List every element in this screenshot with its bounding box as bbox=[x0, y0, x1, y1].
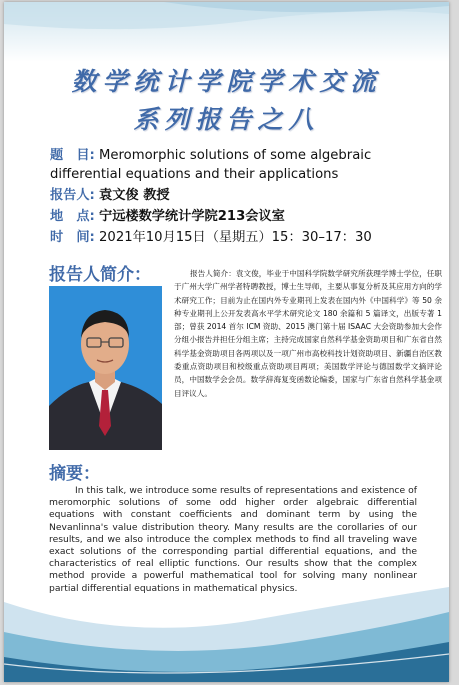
speaker-label: 报告人: bbox=[50, 188, 95, 203]
time-value: 2021年10月15日（星期五）15：30–17：30 bbox=[99, 230, 372, 245]
abstract-heading: 摘要： bbox=[49, 464, 100, 484]
speaker-portrait-image bbox=[49, 286, 162, 450]
speaker-row bbox=[50, 187, 442, 206]
topic-value: Meromorphic solutions of some algebraic differential equations and their applications bbox=[50, 148, 372, 182]
time-label: 时 间: bbox=[50, 230, 95, 245]
poster bbox=[4, 2, 449, 682]
bio-text-block bbox=[174, 267, 442, 400]
venue-label: 地 点: bbox=[50, 209, 95, 224]
speaker-value: 袁文俊 教授 bbox=[99, 188, 170, 203]
venue-value: 宁远楼数学统计学院213会议室 bbox=[99, 209, 285, 224]
abstract-block bbox=[49, 485, 417, 595]
poster-title-line1: 数学统计学院学术交流 bbox=[71, 67, 382, 96]
speaker-photo bbox=[49, 286, 162, 450]
poster-title-line2: 系列报告之八 bbox=[133, 105, 320, 134]
abstract-text: In this talk, we introduce some results of representations and existence of meromorphic solutions of some odd higher order algebraic differential equations with constant coefficients and dominant term by using the Nevanlinna's value distribution theory. Many results are the corollaries of our results, and we also introduce the complex methods to find all traveling wave exact solutions of the corresponding partial differential equations, and the characteristics of real elliptic functions. Our results show that the complex method provide a powerful mathematical tool for solving many nonlinear partial differential equations in mathematical physics. bbox=[49, 485, 417, 594]
time-row bbox=[50, 229, 442, 248]
venue-row bbox=[50, 208, 442, 227]
bio-text: 报告人简介：袁文俊，毕业于中国科学院数学研究所获理学博士学位，任职于广州大学广州学者特聘教授，博士生导师，主要从事复分析及其应用方向的学术研究工作；目前为止在国内外专业期刊上发表在国内外《中国科学》等 50 余种专业期刊上公开发表高水平学术研究论文 180 余篇和 5 篇译文，出版专著 1 部；曾获 2014 首尔 ICM 资助、2015 澳门第十届 ISAAC 大会资助参加大会作分组小报告并担任分组主席；主持完成国家自然科学基金资助项目和广东省自然科学基金资助项目各两项以及一项广州市高校科技计划资助项目、新疆自治区教委重点资助项目和校级重点资助项目两项；美国数学评论与德国数学文摘评论员，中国数学会会员。数学辞海复变函数论编委，国家与广东省自然科学基金项目评议人。 bbox=[174, 269, 442, 398]
topic-row bbox=[50, 147, 442, 184]
bio-heading: 报告人简介： bbox=[49, 265, 151, 285]
topic-label: 题 目: bbox=[50, 148, 95, 163]
